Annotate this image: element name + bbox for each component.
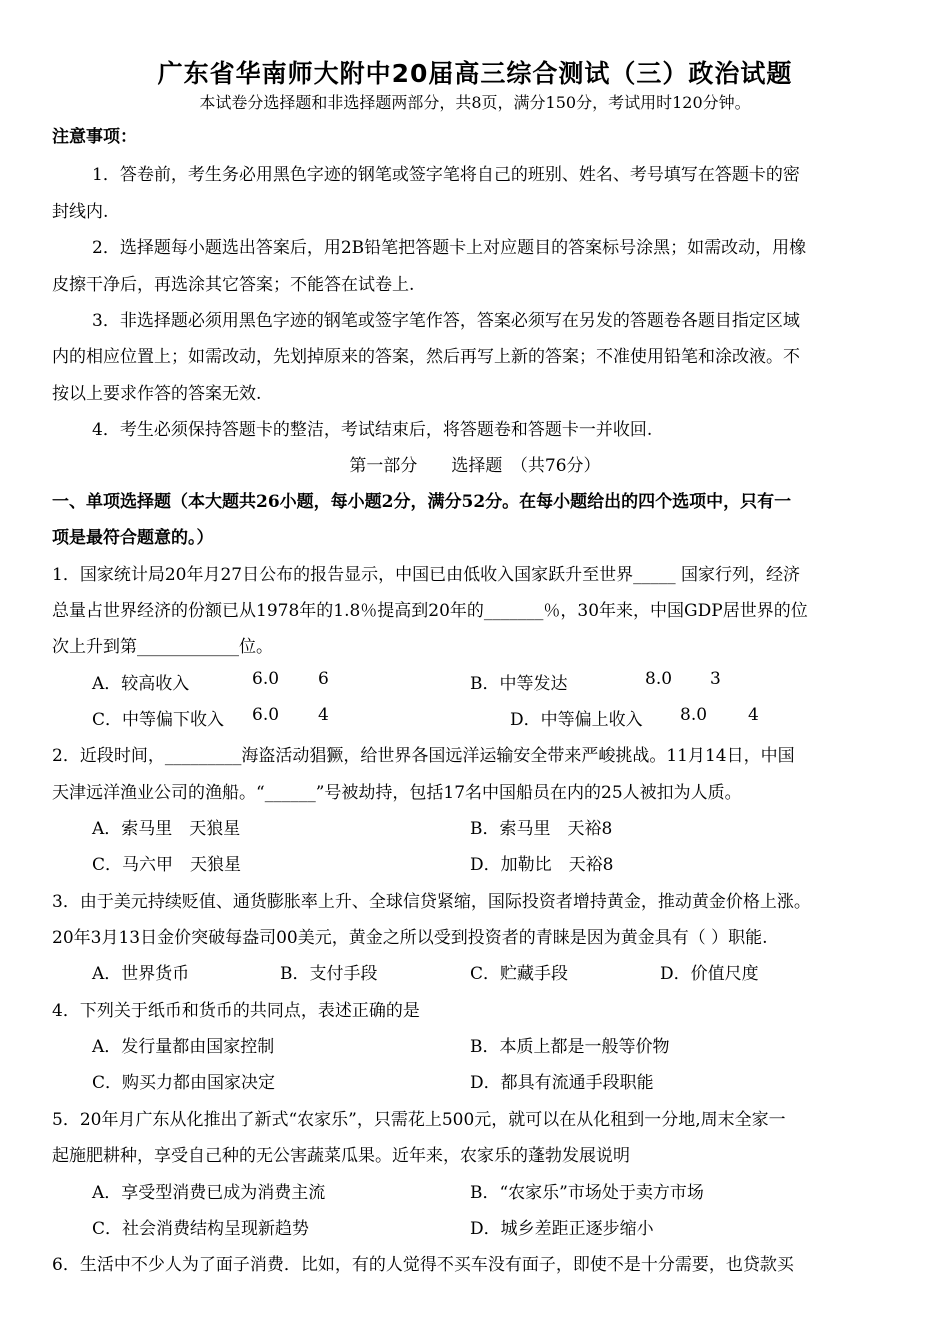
note-2-line-2: 皮擦干净后，再选涂其它答案；不能答在试卷上. <box>52 275 415 295</box>
q3-option-b: B．支付手段 <box>280 964 378 984</box>
note-2-line-1: 2．选择题每小题选出答案后，用2B铅笔把答题卡上对应题目的答案标号涂黑；如需改动，用橡 <box>92 238 807 258</box>
note-3-line-3: 按以上要求作答的答案无效. <box>52 384 262 404</box>
note-1-line-2: 封线内. <box>52 202 109 222</box>
q1-option-a-value-1: 6.0 <box>252 669 280 689</box>
q1-option-b-value-2: 3 <box>710 669 721 689</box>
note-3-line-2: 内的相应位置上；如需改动，先划掉原来的答案，然后再写上新的答案；不准使用铅笔和涂改液。不 <box>52 347 800 367</box>
note-3-line-1: 3．非选择题必须用黑色字迹的钢笔或签字笔作答，答案必须写在另发的答题卷各题目指定区域 <box>92 311 800 331</box>
note-1-line-1: 1．答卷前，考生务必用黑色字迹的钢笔或签字笔将自己的班别、姓名、考号填写在答题卡的密 <box>92 165 800 185</box>
q1-option-c-value-2: 4 <box>318 705 329 725</box>
q1-option-c-value-1: 6.0 <box>252 705 280 725</box>
q4-option-a: A．发行量都由国家控制 <box>92 1037 275 1057</box>
q2-option-d: D．加勒比 天裕8 <box>470 855 614 875</box>
question-2-line-1: 2．近段时间，_________海盗活动猖獗，给世界各国远洋运输安全带来严峻挑战。11月14日，中国 <box>52 746 795 766</box>
question-3-line-2: 20年3月13日金价突破每盎司00美元，黄金之所以受到投资者的青睐是因为黄金具有（ ）职能. <box>52 928 768 948</box>
exam-title: 广东省华南师大附中20届高三综合测试（三）政治试题 <box>157 59 793 88</box>
question-1-line-1: 1．国家统计局20年月27日公布的报告显示，中国已由低收入国家跃升至世界_____ 国家行列，经济 <box>52 565 800 585</box>
notes-heading: 注意事项： <box>52 127 137 147</box>
question-2-line-2: 天津远洋渔业公司的渔船。“______”号被劫持，包括17名中国船员在内的25人被扣为人质。 <box>52 783 742 803</box>
q1-option-c: C．中等偏下收入 <box>92 710 225 730</box>
question-4-line-1: 4．下列关于纸币和货币的共同点，表述正确的是 <box>52 1001 420 1021</box>
question-1-line-2: 总量占世界经济的份额已从1978年的1.8％提高到20年的_______％，30年来，中国GDP居世界的位 <box>52 601 808 621</box>
q2-option-b: B．索马里 天裕8 <box>470 819 613 839</box>
q4-option-c: C．购买力都由国家决定 <box>92 1073 276 1093</box>
note-4-line-1: 4．考生必须保持答题卡的整洁，考试结束后，将答题卷和答题卡一并收回. <box>92 420 653 440</box>
question-1-line-3: 次上升到第____________位。 <box>52 637 273 657</box>
question-6-line-1: 6．生活中不少人为了面子消费．比如，有的人觉得不买车没有面子，即使不是十分需要，也贷款买 <box>52 1255 794 1275</box>
q1-option-d: D．中等偏上收入 <box>510 710 643 730</box>
q1-option-b-value-1: 8.0 <box>645 669 673 689</box>
question-5-line-2: 起施肥耕种，享受自己种的无公害蔬菜瓜果。近年来，农家乐的蓬勃发展说明 <box>52 1146 630 1166</box>
part1-heading: 第一部分 选择题 （共76分） <box>349 456 601 476</box>
section1-heading-line-2: 项是最符合题意的。） <box>52 528 214 548</box>
q1-option-d-value-2: 4 <box>748 705 759 725</box>
q1-option-a: A．较高收入 <box>92 674 190 694</box>
q1-option-d-value-1: 8.0 <box>680 705 708 725</box>
q5-option-c: C．社会消费结构呈现新趋势 <box>92 1219 310 1239</box>
q5-option-a: A．享受型消费已成为消费主流 <box>92 1183 326 1203</box>
q4-option-b: B．本质上都是一般等价物 <box>470 1037 670 1057</box>
q3-option-c: C．贮藏手段 <box>470 964 569 984</box>
exam-subtitle: 本试卷分选择题和非选择题两部分，共8页，满分150分，考试用时120分钟。 <box>199 93 751 112</box>
q2-option-a: A．索马里 天狼星 <box>92 819 241 839</box>
q5-option-b: B．“农家乐”市场处于卖方市场 <box>470 1183 704 1203</box>
q1-option-b: B．中等发达 <box>470 674 568 694</box>
q4-option-d: D．都具有流通手段职能 <box>470 1073 654 1093</box>
question-3-line-1: 3．由于美元持续贬值、通货膨胀率上升、全球信贷紧缩，国际投资者增持黄金，推动黄金价格上涨。 <box>52 892 811 912</box>
q5-option-d: D．城乡差距正逐步缩小 <box>470 1219 654 1239</box>
q2-option-c: C．马六甲 天狼星 <box>92 855 242 875</box>
question-5-line-1: 5．20年月广东从化推出了新式“农家乐”，只需花上500元，就可以在从化租到一分地,周末全家一 <box>52 1110 786 1130</box>
q1-option-a-value-2: 6 <box>318 669 329 689</box>
q3-option-d: D．价值尺度 <box>660 964 759 984</box>
section1-heading-line-1: 一、单项选择题（本大题共26小题，每小题2分，满分52分。在每小题给出的四个选项中，只有一 <box>52 492 792 512</box>
q3-option-a: A．世界货币 <box>92 964 190 984</box>
